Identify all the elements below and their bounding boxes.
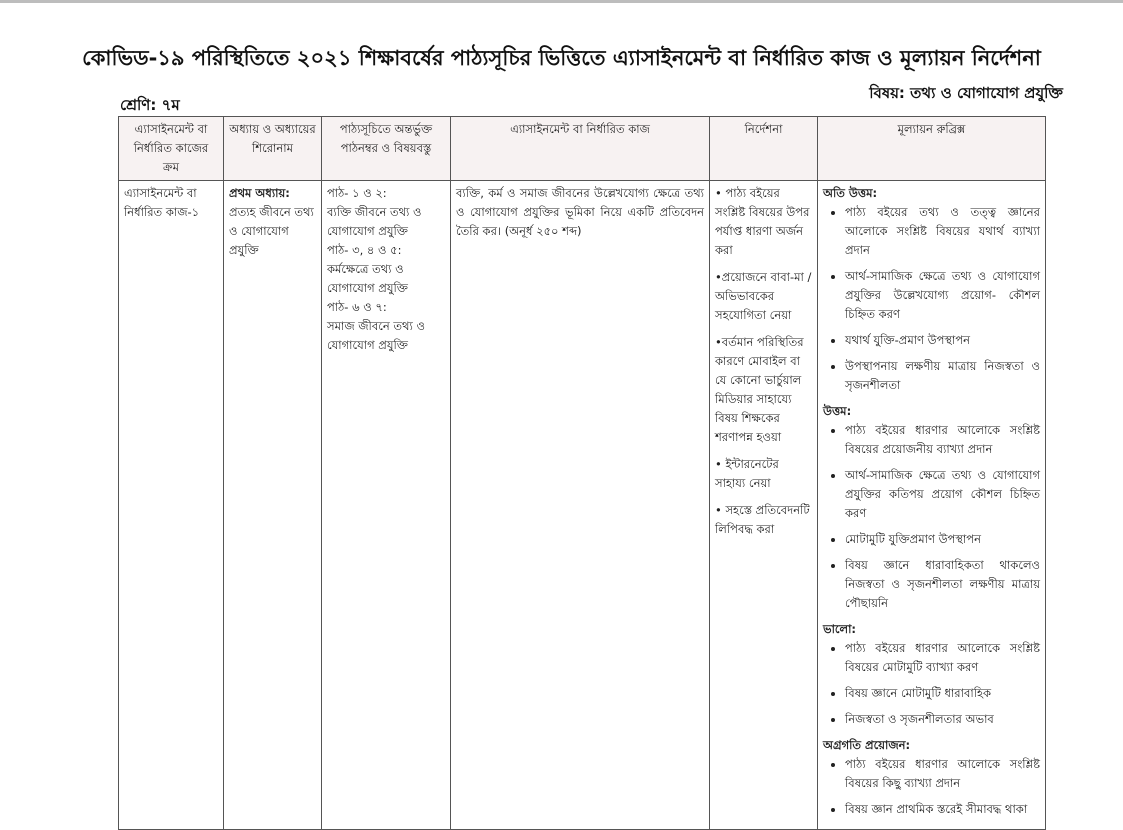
rubric-level: উত্তম: [823, 404, 852, 418]
chapter-number: প্রথম অধ্যায়: [229, 186, 290, 200]
header-lessons: পাঠ্যসূচিতে অন্তর্ভুক্ত পাঠনম্বর ও বিষয়বস্তু [322, 117, 451, 181]
chapter-cell [224, 181, 322, 830]
rubric-level: ভালো: [823, 622, 857, 636]
scan-edge [0, 0, 1123, 3]
rubric-item: • বিষয় জ্ঞানে ধারাবাহিকতা থাকলেও নিজস্বতা ও সৃজনশীলতা লক্ষণীয় মাত্রায় পৌছায়নি [845, 556, 1040, 613]
lesson-line: কর্মক্ষেত্রে তথ্য ও যোগাযোগ প্রযুক্তি [327, 262, 408, 295]
instruction-item: • সহস্তে প্রতিবেদনটি লিপিবদ্ধ করা [715, 503, 810, 536]
rubric-item: • মোটামুটি যুক্তিপ্রমাণ উপস্থাপন [845, 530, 1040, 549]
rubric-item: • পাঠ্য বইয়ের তথ্য ও তত্ত্ব জ্ঞানের আলোকে সংশ্লিষ্ট বিষয়ের যথার্থ ব্যাখ্যা প্রদান [845, 203, 1040, 260]
header-rubric: মূল্যায়ন রুব্রিক্স [818, 117, 1046, 181]
rubric-cell [818, 181, 1046, 830]
instruction-item: •প্রয়োজনে বাবা-মা /অভিভাবকের সহযোগিতা নেয়া [715, 270, 812, 322]
rubric-list [823, 421, 1040, 613]
rubric-item: • পাঠ্য বইয়ের ধারণার আলোকে সংশ্লিষ্ট বিষয়ের মোটামুটি ব্যাখ্যা করণ [845, 639, 1040, 677]
rubric-item: • নিজস্বতা ও সৃজনশীলতার অভাব [845, 710, 1040, 729]
header-chapter: অধ্যায় ও অধ্যায়ের শিরোনাম [224, 117, 322, 181]
chapter-title: প্রত্যহ জীবনে তথ্য ও যোগাযোগ প্রযুক্তি [229, 205, 314, 257]
rubric-list [823, 755, 1040, 819]
header-instructions: নির্দেশনা [710, 117, 818, 181]
table-row [119, 181, 1046, 830]
header-task: এ্যাসাইনমেন্ট বা নির্ধারিত কাজ [451, 117, 710, 181]
rubric-list [823, 203, 1040, 395]
instructions-cell [710, 181, 818, 830]
lesson-line: সমাজ জীবনে তথ্য ও যোগাযোগ প্রযুক্তি [327, 319, 425, 352]
lessons-cell [322, 181, 451, 830]
page-title: কোভিড-১৯ পরিস্থিতিতে ২০২১ শিক্ষাবর্ষের পাঠ্যসূচির ভিত্তিতে এ্যাসাইনমেন্ট বা নির্ধারিত কাজ ও মূল্যায়ন নির্দেশনা [82, 46, 1041, 70]
rubric-item: • আর্থ-সামাজিক ক্ষেত্রে তথ্য ও যোগাযোগ প্রযুক্তির উল্লেখযোগ্য প্রয়োগ- কৌশল চিহ্নিত করণ [845, 267, 1040, 324]
serial-cell: এ্যাসাইনমেন্ট বা নির্ধারিত কাজ-১ [119, 181, 224, 830]
class-label: শ্রেণি: ৭ম [120, 96, 180, 114]
rubric-level: অতি উত্তম: [823, 186, 878, 200]
rubric-item: • পাঠ্য বইয়ের ধারণার আলোকে সংশ্লিষ্ট বিষয়ের প্রয়োজনীয় ব্যাখ্যা প্রদান [845, 421, 1040, 459]
instruction-item: • ইন্টারনেটের সাহায্য নেয়া [715, 457, 779, 490]
assignment-table [118, 116, 1046, 830]
subject-label: বিষয়: তথ্য ও যোগাযোগ প্রযুক্তি [869, 84, 1063, 102]
task-cell: ব্যক্তি, কর্ম ও সমাজ জীবনের উল্লেখযোগ্য ক্ষেত্রে তথ্য ও যোগাযোগ প্রযুক্তির ভূমিকা নিয়ে একটি প্রতিবেদন তৈরি কর। (অনূর্ধ ২৫০ শব্দ) [451, 181, 710, 830]
instruction-item: •বর্তমান পরিস্থিতির কারণে মোবাইল বা যে কোনো ভার্চুয়াল মিডিয়ার সাহায্যে বিষয় শিক্ষকের শরণাপন্ন হওয়া [715, 335, 804, 444]
header-row [119, 117, 1046, 181]
lesson-line: পাঠ- ১ ও ২: [327, 186, 387, 200]
lesson-line: পাঠ- ৩, ৪ ও ৫: [327, 243, 402, 257]
rubric-level: অগ্রগতি প্রয়োজন: [823, 738, 911, 752]
rubric-item: • যথার্থ যুক্তি-প্রমাণ উপস্থাপন [845, 331, 1040, 350]
rubric-item: • আর্থ-সামাজিক ক্ষেত্রে তথ্য ও যোগাযোগ প্রযুক্তির কতিপয় প্রয়োগ কৌশল চিহ্নিত করণ [845, 466, 1040, 523]
lesson-line: ব্যক্তি জীবনে তথ্য ও যোগাযোগ প্রযুক্তি [327, 205, 422, 238]
rubric-item: • পাঠ্য বইয়ের ধারণার আলোকে সংশ্লিষ্ট বিষয়ের কিছু ব্যাখ্যা প্রদান [845, 755, 1040, 793]
rubric-item: • বিষয় জ্ঞান প্রাথমিক স্তরেই সীমাবদ্ধ থাকা [845, 800, 1040, 819]
rubric-list [823, 639, 1040, 729]
rubric-item: • বিষয় জ্ঞানে মোটামুটি ধারাবাহিক [845, 684, 1040, 703]
rubric-item: • উপস্থাপনায় লক্ষণীয় মাত্রায় নিজস্বতা ও সৃজনশীলতা [845, 357, 1040, 395]
header-serial: এ্যাসাইনমেন্ট বা নির্ধারিত কাজের ক্রম [119, 117, 224, 181]
lesson-line: পাঠ- ৬ ও ৭: [327, 300, 387, 314]
instruction-item: • পাঠ্য বইয়ের সংশ্লিষ্ট বিষয়ের উপর পর্যাপ্ত ধারণা অর্জন করা [715, 186, 810, 257]
